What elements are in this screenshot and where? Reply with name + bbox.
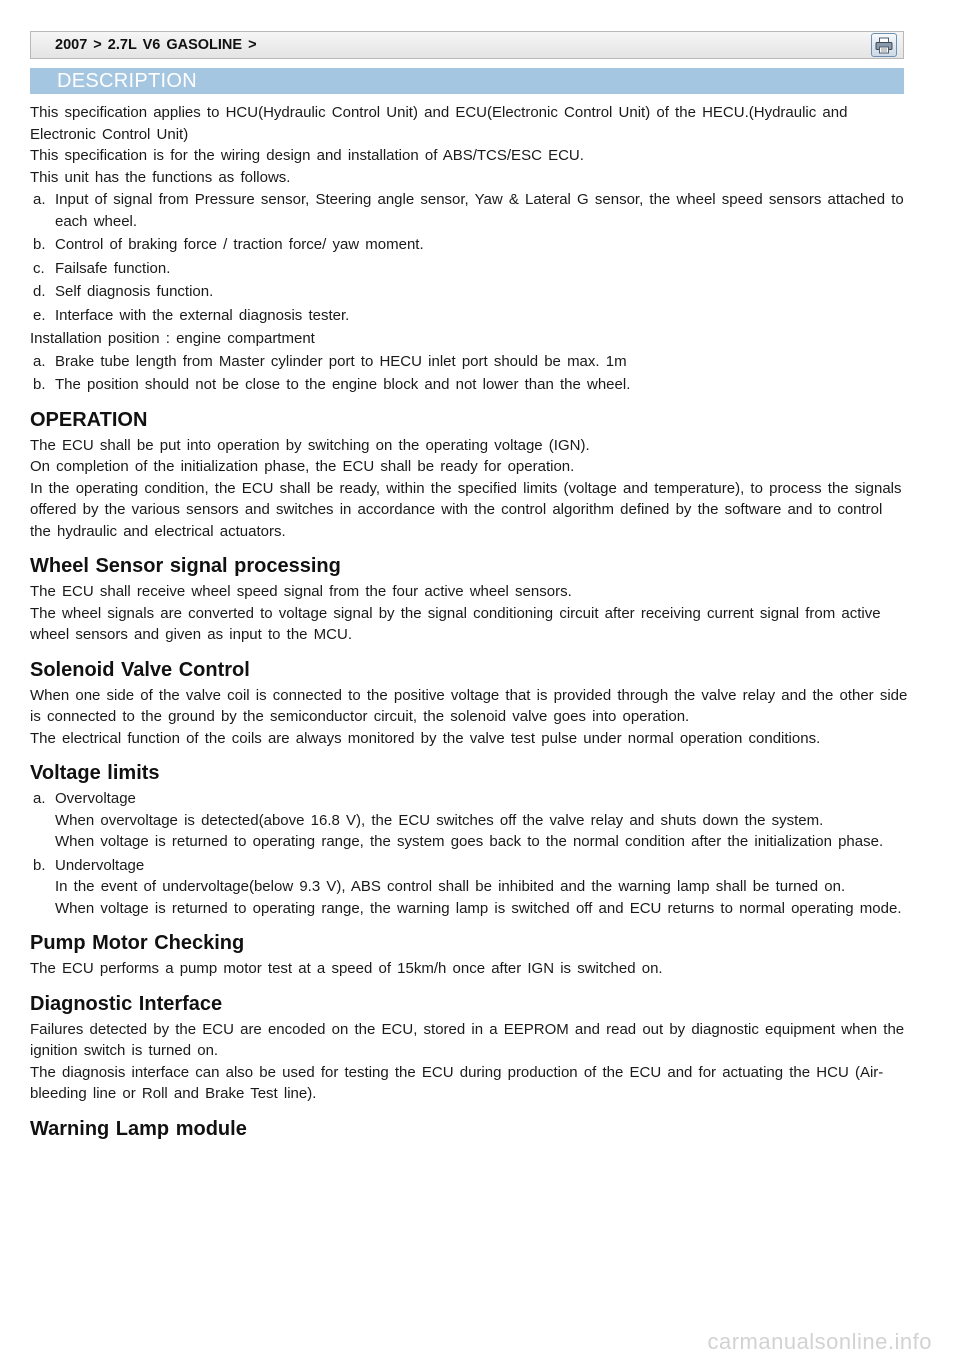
list-item bbox=[30, 788, 908, 853]
list-item-text: When overvoltage is detected(above 16.8 V), the ECU switches off the valve relay and shuts down the system. bbox=[55, 811, 824, 829]
breadcrumb: 2007 > 2.7L V6 GASOLINE > bbox=[55, 37, 257, 53]
section-heading-pump-motor: Pump Motor Checking bbox=[30, 932, 245, 954]
list-item-text: When voltage is returned to operating range, the warning lamp is switched off and ECU returns to normal operating mode. bbox=[55, 899, 902, 917]
voltage-list bbox=[30, 788, 908, 919]
section-heading-diagnostic: Diagnostic Interface bbox=[30, 992, 223, 1015]
list-item-heading: Overvoltage bbox=[55, 790, 136, 807]
print-button[interactable] bbox=[871, 33, 897, 57]
list-item bbox=[30, 189, 908, 232]
list-marker: b. bbox=[33, 856, 46, 874]
list-marker: c. bbox=[33, 259, 45, 277]
section-heading-operation: OPERATION bbox=[30, 408, 148, 431]
solenoid-paragraph: The electrical function of the coils are always monitored by the valve test pulse under normal operation conditions. bbox=[30, 729, 821, 747]
list-item-text: The position should not be close to the engine block and not lower than the wheel. bbox=[55, 376, 631, 393]
list-item-text: Control of braking force / traction force/ yaw moment. bbox=[55, 236, 424, 253]
wheel-sensor-paragraph: The wheel signals are converted to voltage signal by the signal conditioning circuit after receiving current signal from active wheel sensors and given as input to the MCU. bbox=[30, 604, 881, 643]
list-item bbox=[30, 374, 908, 396]
list-item-text: Input of signal from Pressure sensor, Steering angle sensor, Yaw & Lateral G sensor, the wheel speed sensors attached to each wheel. bbox=[55, 191, 904, 230]
section-heading-solenoid: Solenoid Valve Control bbox=[30, 658, 250, 681]
watermark: carmanualsonline.info bbox=[707, 1329, 932, 1354]
diagnostic-paragraph: Failures detected by the ECU are encoded on the ECU, stored in a EEPROM and read out by diagnostic equipment when the ignition switch is turned on. bbox=[30, 1020, 905, 1059]
list-item bbox=[30, 281, 908, 303]
list-item-text: Failsafe function. bbox=[55, 259, 171, 277]
list-item bbox=[30, 855, 908, 920]
list-marker: a. bbox=[33, 790, 46, 807]
section-heading-voltage-limits: Voltage limits bbox=[30, 762, 160, 784]
operation-paragraph: In the operating condition, the ECU shall be ready, within the specified limits (voltage and temperature), to process the signals offered by the various sensors and switches in accordance with the control algorithm defined by the software and to control the hydraulic and electrical actuators. bbox=[30, 479, 902, 540]
description-title: DESCRIPTION bbox=[57, 70, 197, 92]
list-item bbox=[30, 258, 908, 280]
list-marker: b. bbox=[33, 236, 46, 253]
section-heading-wheel-sensor: Wheel Sensor signal processing bbox=[30, 555, 341, 577]
description-paragraph: This specification applies to HCU(Hydraulic Control Unit) and ECU(Electronic Control Unit) of the HECU.(Hydraulic and Electronic Control Unit) bbox=[30, 104, 848, 143]
description-paragraph: This unit has the functions as follows. bbox=[30, 168, 291, 186]
section-heading-warning-lamp: Warning Lamp module bbox=[30, 1117, 247, 1140]
operation-paragraph: On completion of the initialization phase, the ECU shall be ready for operation. bbox=[30, 458, 575, 475]
operation-paragraph: The ECU shall be put into operation by switching on the operating voltage (IGN). bbox=[30, 436, 590, 454]
list-item-text: When voltage is returned to operating range, the system goes back to the normal condition after the initialization phase. bbox=[55, 833, 884, 850]
breadcrumb-bar bbox=[30, 31, 904, 59]
wheel-sensor-paragraph: The ECU shall receive wheel speed signal from the four active wheel sensors. bbox=[30, 583, 572, 600]
list-item bbox=[30, 351, 908, 373]
installation-position-text: Installation position : engine compartment bbox=[30, 330, 315, 347]
list-marker: b. bbox=[33, 376, 46, 393]
list-item-text: Self diagnosis function. bbox=[55, 283, 214, 300]
installation-list bbox=[30, 351, 908, 396]
list-item-text: Brake tube length from Master cylinder port to HECU inlet port should be max. 1m bbox=[55, 352, 627, 370]
list-marker: a. bbox=[33, 352, 46, 370]
list-marker: d. bbox=[33, 283, 46, 300]
list-item-heading: Undervoltage bbox=[55, 856, 145, 874]
description-paragraph: This specification is for the wiring design and installation of ABS/TCS/ESC ECU. bbox=[30, 147, 584, 164]
list-item-text: In the event of undervoltage(below 9.3 V), ABS control shall be inhibited and the warning lamp shall be turned on. bbox=[55, 878, 846, 895]
list-item-text: Interface with the external diagnosis tester. bbox=[55, 306, 350, 324]
list-item bbox=[30, 305, 908, 327]
list-marker: e. bbox=[33, 306, 46, 324]
document-body bbox=[30, 102, 908, 1144]
pump-motor-paragraph: The ECU performs a pump motor test at a speed of 15km/h once after IGN is switched on. bbox=[30, 960, 663, 977]
functions-list bbox=[30, 189, 908, 326]
solenoid-paragraph: When one side of the valve coil is connected to the positive voltage that is provided through the valve relay and the other side is connected to the ground by the semiconductor circuit, the solenoid valve goes into operation. bbox=[30, 686, 908, 725]
description-header bbox=[30, 68, 904, 94]
list-marker: a. bbox=[33, 191, 46, 208]
diagnostic-paragraph: The diagnosis interface can also be used for testing the ECU during production of the ECU and for actuating the HCU (Air-bleeding line or Roll and Brake Test line). bbox=[30, 1063, 884, 1102]
printer-icon bbox=[875, 37, 893, 54]
list-item bbox=[30, 234, 908, 256]
